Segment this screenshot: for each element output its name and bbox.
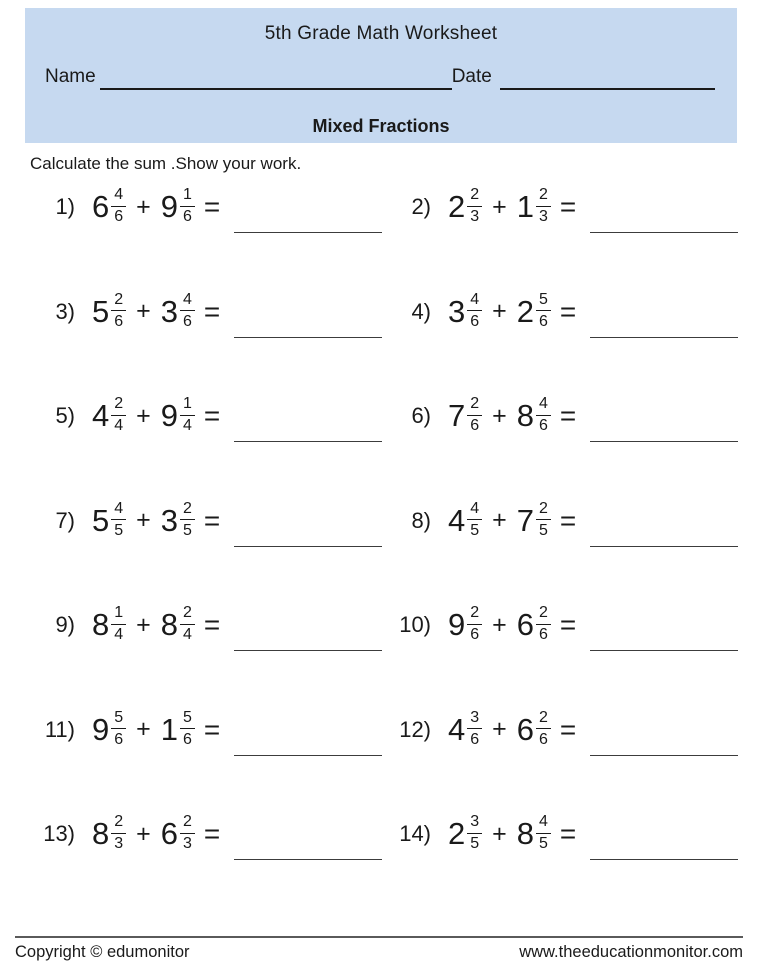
fraction: [467, 187, 482, 225]
fraction-denominator: 6: [470, 730, 480, 748]
plus-operator: +: [492, 610, 507, 639]
fraction-denominator: 6: [470, 312, 480, 330]
whole-number: 9: [448, 607, 466, 642]
whole-number: 9: [92, 711, 110, 747]
whole-number: 5: [92, 293, 110, 329]
whole-number: 1: [516, 189, 535, 224]
fraction: [180, 501, 195, 539]
fraction-numerator: 2: [180, 814, 195, 834]
whole-number: 8: [516, 816, 535, 851]
fraction: [467, 292, 482, 330]
plus-operator: +: [136, 401, 151, 430]
fraction-denominator: 4: [114, 417, 124, 434]
name-date-row: [45, 66, 715, 90]
fraction-numerator: 1: [111, 605, 126, 625]
whole-number: 2: [516, 293, 535, 329]
mixed-number: [517, 606, 551, 644]
fraction-numerator: 5: [180, 710, 195, 730]
whole-number: 8: [516, 398, 535, 433]
fraction-denominator: 6: [470, 417, 480, 434]
plus-operator: +: [136, 819, 151, 848]
whole-number: 3: [160, 502, 179, 538]
mixed-number: [161, 397, 195, 435]
fraction-numerator: 2: [536, 501, 551, 521]
mixed-number: [448, 188, 482, 226]
mixed-number: [92, 499, 126, 540]
mixed-number: [516, 499, 551, 540]
problem-number: 5): [55, 403, 75, 428]
fraction-denominator: 5: [114, 521, 124, 539]
fraction: [180, 710, 195, 748]
fraction-numerator: 2: [536, 605, 551, 625]
problem-number: 12): [399, 716, 431, 742]
fraction: [467, 396, 482, 434]
website-link[interactable]: www.theeducationmonitor.com: [519, 943, 743, 961]
mixed-number: [448, 815, 482, 853]
plus-operator: +: [492, 819, 507, 848]
problem-6: [386, 391, 742, 441]
plus-operator: +: [136, 715, 151, 743]
fraction-denominator: 6: [183, 312, 192, 330]
fraction-denominator: 5: [539, 521, 548, 539]
mixed-number: [92, 397, 126, 435]
worksheet-header: [25, 8, 737, 143]
problem-number: 1): [55, 194, 75, 219]
problem-1: [30, 182, 386, 232]
mixed-number: [92, 815, 126, 853]
fraction-numerator: 4: [111, 187, 126, 207]
fraction-numerator: 2: [467, 396, 482, 416]
worksheet-title: 5th Grade Math Worksheet: [264, 23, 498, 44]
problem-number: 14): [399, 821, 431, 846]
problem-2: [386, 182, 742, 232]
fraction-numerator: 4: [111, 501, 126, 521]
fraction: [111, 710, 126, 748]
whole-number: 6: [160, 816, 179, 851]
problem-number: 11): [44, 716, 75, 742]
mixed-number: [161, 606, 195, 644]
whole-number: 7: [448, 398, 466, 433]
equals-sign: =: [203, 713, 221, 745]
fraction-denominator: 5: [539, 835, 548, 852]
fraction: [111, 292, 126, 330]
answer-line[interactable]: [590, 650, 738, 651]
mixed-number: [448, 499, 482, 540]
fraction-numerator: 2: [111, 396, 126, 416]
equals-sign: =: [559, 504, 577, 536]
equals-sign: =: [559, 295, 577, 327]
whole-number: 4: [92, 398, 110, 433]
whole-number: 2: [448, 189, 466, 224]
problem-3: [30, 287, 386, 337]
plus-operator: +: [492, 715, 507, 743]
fraction: [536, 187, 551, 225]
fraction-denominator: 4: [183, 626, 192, 643]
whole-number: 6: [516, 607, 535, 642]
fraction-numerator: 2: [111, 814, 126, 834]
mixed-number: [92, 290, 126, 331]
mixed-number: [160, 499, 195, 540]
fraction-denominator: 5: [470, 521, 480, 539]
plus-operator: +: [492, 297, 507, 325]
equals-sign: =: [559, 400, 577, 431]
mixed-number: [517, 397, 551, 435]
date-label: Date: [451, 66, 492, 87]
fraction-numerator: 1: [180, 187, 195, 207]
problem-number: 8): [411, 507, 431, 533]
mixed-number: [448, 708, 482, 749]
whole-number: 1: [160, 711, 179, 747]
mixed-number: [161, 188, 195, 226]
fraction-numerator: 2: [467, 605, 482, 625]
answer-line[interactable]: [234, 232, 382, 233]
whole-number: 3: [448, 293, 466, 329]
problem-5: [30, 391, 386, 441]
whole-number: 4: [448, 502, 466, 538]
fraction: [536, 605, 551, 643]
mixed-number: [160, 708, 195, 749]
fraction-numerator: 3: [467, 814, 482, 834]
whole-number: 6: [516, 711, 535, 747]
fraction-denominator: 5: [470, 835, 480, 852]
fraction: [536, 710, 551, 748]
plus-operator: +: [492, 401, 507, 430]
equals-sign: =: [203, 400, 221, 431]
answer-line[interactable]: [590, 441, 738, 442]
fraction-numerator: 5: [111, 710, 126, 730]
fraction-numerator: 2: [180, 605, 195, 625]
problem-number: 4): [411, 298, 431, 324]
fraction-denominator: 6: [114, 208, 124, 225]
equals-sign: =: [203, 609, 221, 640]
problem-11: [30, 705, 386, 755]
fraction-denominator: 3: [539, 208, 548, 225]
equals-sign: =: [203, 504, 221, 536]
fraction: [467, 501, 482, 539]
fraction-denominator: 6: [539, 312, 548, 330]
plus-operator: +: [492, 506, 507, 534]
fraction-denominator: 5: [183, 521, 192, 539]
fraction-denominator: 6: [114, 730, 124, 748]
fraction: [536, 501, 551, 539]
plus-operator: +: [136, 610, 151, 639]
problem-9: [30, 600, 386, 650]
mixed-number: [92, 708, 126, 749]
fraction-numerator: 2: [536, 187, 551, 207]
plus-operator: +: [492, 192, 507, 221]
problem-number: 6): [411, 403, 431, 428]
instruction-text: Calculate the sum .Show your work.: [30, 154, 302, 173]
fraction: [111, 501, 126, 539]
plus-operator: +: [136, 297, 151, 325]
fraction-denominator: 6: [470, 626, 480, 643]
answer-line[interactable]: [590, 546, 738, 547]
fraction-denominator: 6: [539, 626, 548, 643]
mixed-number: [516, 290, 551, 331]
fraction-denominator: 6: [183, 208, 192, 225]
fraction: [111, 187, 126, 225]
fraction-denominator: 6: [114, 312, 124, 330]
mixed-number: [448, 397, 482, 435]
fraction-denominator: 6: [539, 417, 548, 434]
answer-line[interactable]: [234, 337, 382, 338]
fraction: [467, 710, 482, 748]
mixed-number: [160, 290, 195, 331]
mixed-number: [517, 815, 551, 853]
answer-line[interactable]: [234, 755, 382, 756]
fraction: [180, 292, 195, 330]
mixed-number: [448, 290, 482, 331]
fraction-numerator: 4: [467, 501, 482, 521]
fraction-denominator: 6: [183, 730, 192, 748]
worksheet-subtitle: Mixed Fractions: [312, 116, 450, 136]
fraction-numerator: 2: [111, 292, 126, 312]
equals-sign: =: [559, 713, 577, 745]
fraction-numerator: 5: [536, 292, 551, 312]
plus-operator: +: [136, 192, 151, 221]
fraction: [180, 814, 195, 852]
fraction-numerator: 3: [467, 710, 482, 730]
fraction: [467, 814, 482, 852]
fraction-denominator: 3: [114, 835, 124, 852]
fraction: [111, 396, 126, 434]
problem-number: 10): [399, 612, 431, 637]
answer-line[interactable]: [234, 859, 382, 860]
whole-number: 9: [160, 398, 179, 433]
problem-number: 9): [55, 612, 75, 637]
mixed-number: [517, 188, 551, 226]
mixed-number: [448, 606, 482, 644]
fraction-numerator: 4: [536, 814, 551, 834]
fraction: [180, 605, 195, 643]
problem-4: [386, 287, 742, 337]
fraction-numerator: 2: [180, 501, 195, 521]
date-input-line[interactable]: [500, 66, 715, 90]
whole-number: 7: [516, 502, 535, 538]
mixed-number: [92, 606, 126, 644]
answer-line[interactable]: [590, 337, 738, 338]
answer-line[interactable]: [590, 859, 738, 860]
whole-number: 5: [92, 502, 110, 538]
mixed-number: [161, 815, 195, 853]
fraction-numerator: 4: [536, 396, 551, 416]
fraction-numerator: 2: [467, 187, 482, 207]
fraction-numerator: 4: [180, 292, 195, 312]
whole-number: 9: [160, 189, 179, 224]
mixed-number: [92, 188, 126, 226]
fraction-numerator: 2: [536, 710, 551, 730]
fraction-numerator: 4: [467, 292, 482, 312]
fraction: [536, 396, 551, 434]
whole-number: 6: [92, 189, 110, 224]
fraction-denominator: 4: [183, 417, 192, 434]
whole-number: 8: [92, 607, 110, 642]
problem-10: [386, 600, 742, 650]
whole-number: 8: [160, 607, 179, 642]
mixed-number: [516, 708, 551, 749]
fraction: [467, 605, 482, 643]
problems-grid: [30, 180, 742, 912]
problem-number: 7): [55, 507, 75, 533]
problem-14: [386, 809, 742, 859]
answer-line[interactable]: [590, 755, 738, 756]
equals-sign: =: [203, 818, 221, 849]
fraction: [536, 292, 551, 330]
fraction-numerator: 1: [180, 396, 195, 416]
whole-number: 2: [448, 816, 466, 851]
equals-sign: =: [559, 191, 577, 222]
fraction-denominator: 3: [183, 835, 192, 852]
fraction-denominator: 4: [114, 626, 124, 643]
fraction: [111, 605, 126, 643]
equals-sign: =: [559, 609, 577, 640]
problem-13: [30, 809, 386, 859]
problem-number: 3): [55, 298, 75, 324]
problem-number: 13): [43, 821, 75, 846]
fraction: [111, 814, 126, 852]
equals-sign: =: [203, 295, 221, 327]
name-label: Name: [45, 66, 96, 87]
footer-divider: [15, 936, 743, 938]
fraction: [536, 814, 551, 852]
answer-line[interactable]: [234, 546, 382, 547]
whole-number: 3: [160, 293, 179, 329]
fraction-denominator: 6: [539, 730, 548, 748]
problem-7: [30, 496, 386, 546]
equals-sign: =: [203, 191, 221, 222]
fraction: [180, 396, 195, 434]
plus-operator: +: [136, 506, 151, 534]
worksheet-footer: [15, 936, 743, 962]
problem-12: [386, 705, 742, 755]
answer-line[interactable]: [590, 232, 738, 233]
whole-number: 4: [448, 711, 466, 747]
problem-number: 2): [411, 194, 431, 219]
equals-sign: =: [559, 818, 577, 849]
whole-number: 8: [92, 816, 110, 851]
answer-line[interactable]: [234, 441, 382, 442]
problem-8: [386, 496, 742, 546]
fraction-denominator: 3: [470, 208, 480, 225]
name-input-line[interactable]: [100, 66, 452, 90]
copyright-text: Copyright © edumonitor: [15, 943, 190, 961]
fraction: [180, 187, 195, 225]
answer-line[interactable]: [234, 650, 382, 651]
